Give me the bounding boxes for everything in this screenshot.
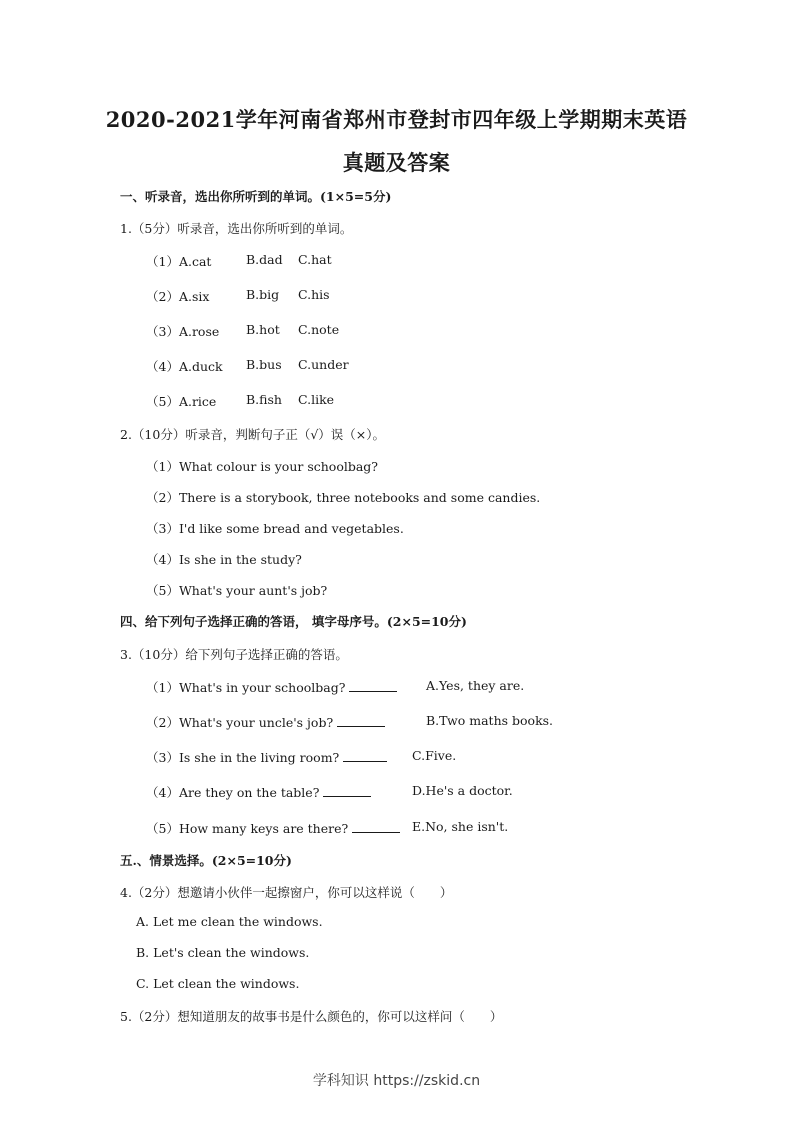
answer-blank[interactable] xyxy=(349,679,397,692)
q1-item xyxy=(146,252,332,270)
q2-item: （3）I'd like some bread and vegetables. xyxy=(146,521,404,536)
answer-blank[interactable] xyxy=(343,749,387,762)
q1-option-c: C.note xyxy=(298,322,340,337)
q3-item xyxy=(146,783,513,801)
q4-stem: 4.（2分）想邀请小伙伴一起擦窗户，你可以这样说（ ） xyxy=(120,885,453,900)
page-title-line1: 2020-2021学年河南省郑州市登封市四年级上学期期末英语 xyxy=(105,107,688,132)
q3-answer-choice: C.Five. xyxy=(412,748,457,763)
q1-stem: 1.（5分）听录音，选出你所听到的单词。 xyxy=(120,221,353,236)
q2-item: （5）What's your aunt's job? xyxy=(146,583,328,598)
q3-answer-choice: A.Yes, they are. xyxy=(426,678,525,693)
q3-stem: 3.（10分）给下列句子选择正确的答语。 xyxy=(120,647,348,662)
section5-heading: 五.、情景选择。(2×5=10分) xyxy=(120,853,292,868)
q3-answer-choice: B.Two maths books. xyxy=(426,713,554,728)
q1-option-b: B.hot xyxy=(246,322,280,337)
q2-item: （1）What colour is your schoolbag? xyxy=(146,459,378,474)
q1-option-a: A.rose xyxy=(178,324,220,339)
footer-watermark: 学科知识 https://zskid.cn xyxy=(312,1073,481,1089)
q4-option: A. Let me clean the windows. xyxy=(136,914,323,929)
q2-stem: 2.（10分）听录音，判断句子正（√）误（×）。 xyxy=(120,427,386,442)
q1-option-b: B.fish xyxy=(246,392,282,407)
q4-option: C. Let clean the windows. xyxy=(136,976,300,991)
q3-question: （2）What's your uncle's job? xyxy=(146,715,334,730)
q1-option-b: B.big xyxy=(246,287,280,302)
q5-stem: 5.（2分）想知道朋友的故事书是什么颜色的，你可以这样问（ ） xyxy=(120,1009,503,1024)
q1-option-a: A.rice xyxy=(178,394,217,409)
q3-question: （1）What's in your schoolbag? xyxy=(146,680,346,695)
q1-item xyxy=(146,392,335,410)
q4-option: B. Let's clean the windows. xyxy=(136,945,310,960)
q1-item-num: （2） xyxy=(146,289,179,304)
q3-answer-choice: D.He's a doctor. xyxy=(412,783,513,798)
q1-item-num: （3） xyxy=(146,324,179,339)
q1-option-a: A.duck xyxy=(178,359,223,374)
q1-option-b: B.dad xyxy=(246,252,283,267)
q2-item: （2）There is a storybook, three notebooks and some candies. xyxy=(146,490,541,505)
q1-item-num: （5） xyxy=(146,394,179,409)
q1-option-c: C.hat xyxy=(298,252,332,267)
q3-question: （4）Are they on the table? xyxy=(146,785,320,800)
q3-item xyxy=(146,819,509,837)
q1-option-a: A.six xyxy=(178,289,210,304)
q3-item xyxy=(146,713,554,731)
q1-option-b: B.bus xyxy=(246,357,282,372)
q3-question: （3）Is she in the living room? xyxy=(146,750,340,765)
q1-option-c: C.like xyxy=(298,392,335,407)
answer-blank[interactable] xyxy=(337,714,385,727)
q1-item xyxy=(146,357,349,375)
q3-item xyxy=(146,748,457,766)
section4-heading: 四、给下列句子选择正确的答语， 填字母序号。(2×5=10分) xyxy=(120,614,467,629)
q2-item: （4）Is she in the study? xyxy=(146,552,302,567)
q1-item-num: （1） xyxy=(146,254,179,269)
page-title-line2: 真题及答案 xyxy=(342,150,451,175)
q1-option-c: C.his xyxy=(298,287,330,302)
q3-item xyxy=(146,678,525,696)
answer-blank[interactable] xyxy=(352,820,400,833)
section1-heading: 一、听录音，选出你所听到的单词。(1×5=5分) xyxy=(120,189,392,204)
q1-option-a: A.cat xyxy=(178,254,212,269)
q1-item xyxy=(146,287,330,305)
q1-option-c: C.under xyxy=(298,357,349,372)
q3-question: （5）How many keys are there? xyxy=(146,821,349,836)
q3-answer-choice: E.No, she isn't. xyxy=(412,819,509,834)
q1-item xyxy=(146,322,340,340)
q1-item-num: （4） xyxy=(146,359,179,374)
answer-blank[interactable] xyxy=(323,784,371,797)
